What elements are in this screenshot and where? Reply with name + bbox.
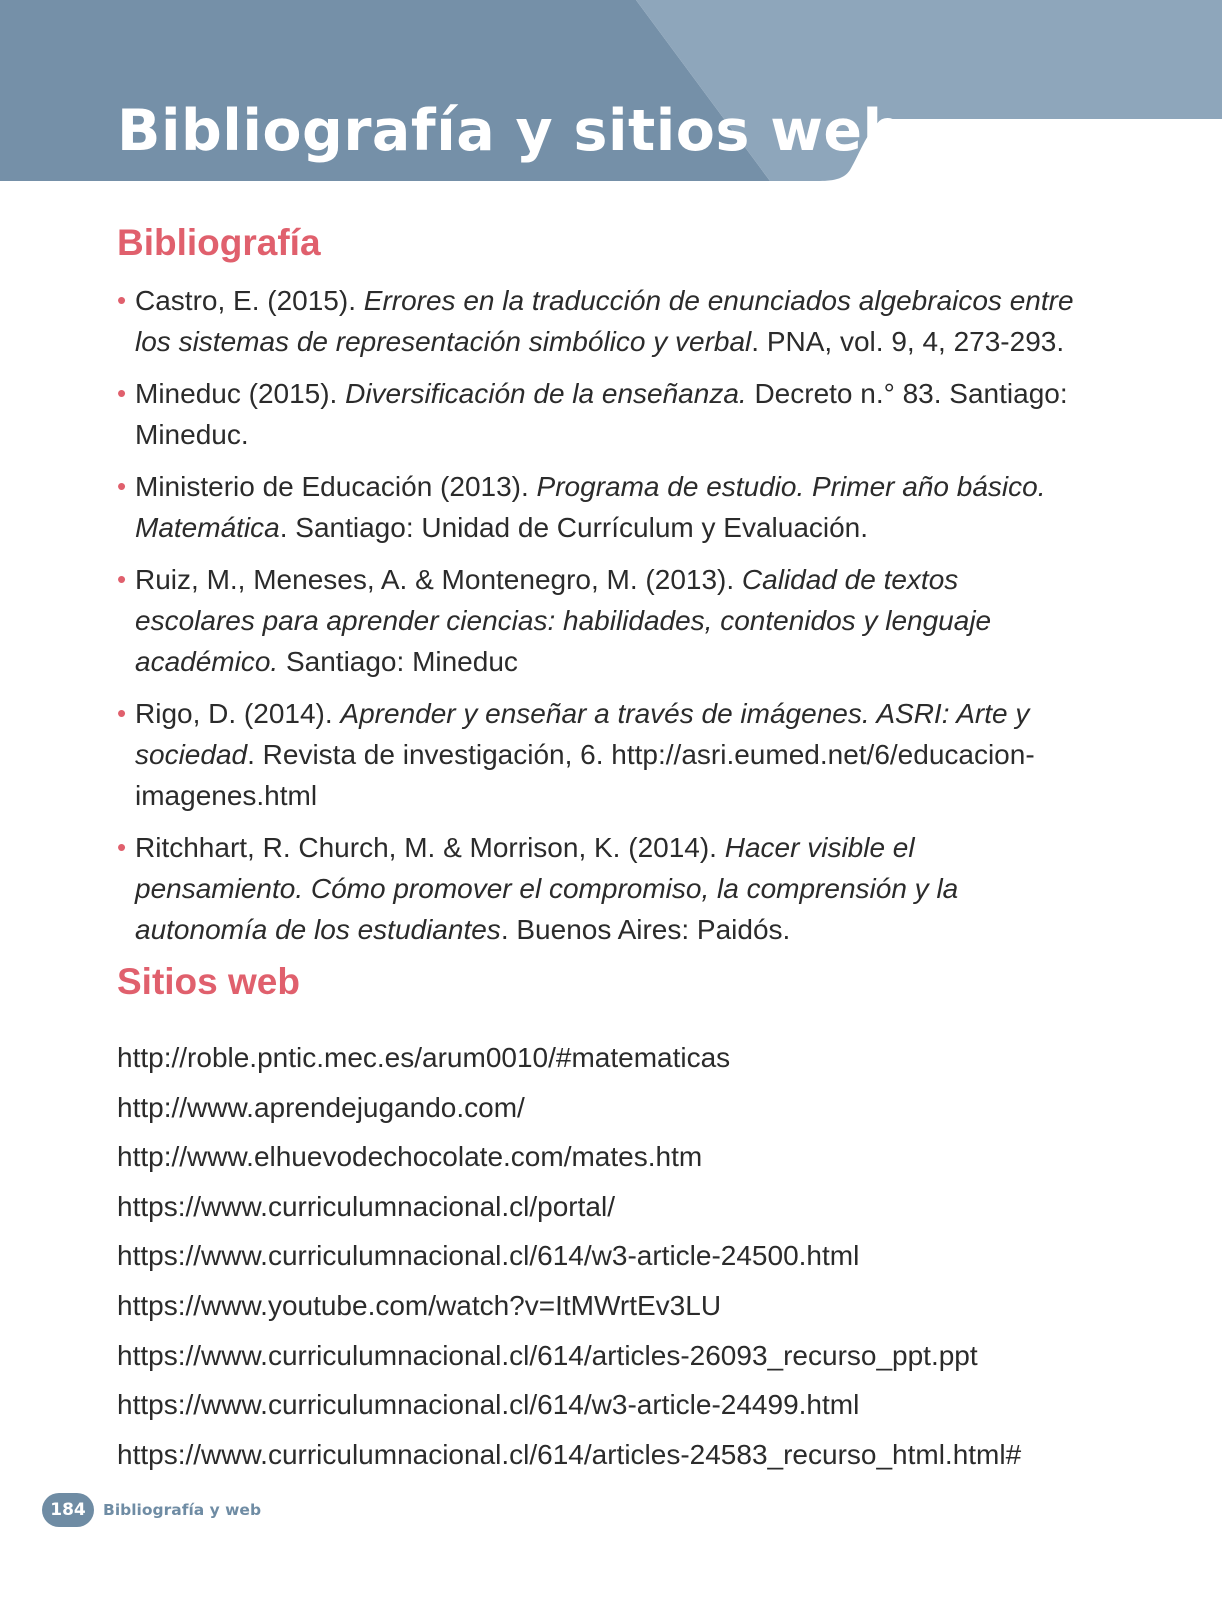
page-number-badge: 184 bbox=[42, 1493, 94, 1527]
entry-details: . Buenos Aires: Paidós. bbox=[500, 914, 791, 945]
bullet-icon: • bbox=[117, 832, 127, 862]
website-item bbox=[117, 1182, 1021, 1232]
website-link[interactable]: https://www.youtube.com/watch?v=ItMWrtEv3LU bbox=[117, 1289, 722, 1321]
bullet-icon: • bbox=[117, 378, 127, 408]
bibliography-heading: Bibliografía bbox=[117, 222, 321, 263]
website-item bbox=[117, 1430, 1021, 1480]
entry-title: Diversificación de la enseñanza. bbox=[345, 378, 747, 409]
bullet-icon: • bbox=[117, 285, 127, 315]
page-footer bbox=[42, 1493, 261, 1527]
entry-details: Decreto n.° 83. Santiago: Mineduc. bbox=[135, 378, 1068, 450]
bibliography-entry bbox=[117, 827, 1077, 950]
entry-authors: Mineduc (2015). bbox=[135, 378, 346, 409]
website-link[interactable]: https://www.curriculumnacional.cl/614/articles-24583_recurso_html.html# bbox=[117, 1438, 1022, 1470]
bullet-icon: • bbox=[117, 471, 127, 501]
website-item bbox=[117, 1331, 1021, 1381]
entry-details: . Revista de investigación, 6. http://asri.eumed.net/6/educacion-imagenes.html bbox=[135, 739, 1035, 811]
website-link[interactable]: https://www.curriculumnacional.cl/614/w3-article-24500.html bbox=[117, 1240, 860, 1272]
entry-authors: Castro, E. (2015). bbox=[135, 285, 364, 316]
website-item bbox=[117, 1281, 1021, 1331]
website-link[interactable]: http://roble.pntic.mec.es/arum0010/#matematicas bbox=[117, 1042, 731, 1073]
bibliography-entry bbox=[117, 693, 1077, 816]
bibliography-entry bbox=[117, 466, 1077, 548]
bibliography-list bbox=[117, 280, 1077, 961]
bibliography-entry bbox=[117, 373, 1077, 455]
entry-details: . PNA, vol. 9, 4, 273-293. bbox=[751, 326, 1065, 357]
entry-title: Aprender y enseñar a través de imágenes. ASRI: Arte y sociedad bbox=[135, 698, 1030, 770]
website-link[interactable]: https://www.curriculumnacional.cl/portal/ bbox=[117, 1190, 615, 1222]
bullet-icon: • bbox=[117, 698, 127, 728]
footer-section-label: Bibliografía y web bbox=[103, 1501, 262, 1519]
entry-details: Santiago: Mineduc bbox=[278, 646, 518, 677]
bibliography-entry bbox=[117, 280, 1077, 362]
bibliography-entry bbox=[117, 559, 1077, 682]
website-item bbox=[117, 1380, 1021, 1430]
entry-authors: Ruiz, M., Meneses, A. & Montenegro, M. (2013). bbox=[135, 564, 742, 595]
page-title: Bibliografía y sitios web bbox=[117, 98, 904, 164]
website-item bbox=[117, 1083, 1021, 1133]
entry-title: Programa de estudio. Primer año básico. Matemática bbox=[135, 471, 1046, 543]
entry-title: Hacer visible el pensamiento. Cómo promover el compromiso, la comprensión y la autonomía de los estudiantes bbox=[135, 832, 959, 945]
website-item bbox=[117, 1132, 1021, 1182]
website-link[interactable]: https://www.curriculumnacional.cl/614/articles-26093_recurso_ppt.ppt bbox=[117, 1339, 978, 1371]
entry-title: Calidad de textos escolares para aprender ciencias: habilidades, contenidos y lenguaje académico. bbox=[135, 564, 992, 677]
entry-authors: Ritchhart, R. Church, M. & Morrison, K. (2014). bbox=[135, 832, 725, 863]
entry-authors: Ministerio de Educación (2013). bbox=[135, 471, 537, 502]
website-link[interactable]: https://www.curriculumnacional.cl/614/w3-article-24499.html bbox=[117, 1389, 860, 1421]
entry-authors: Rigo, D. (2014). bbox=[135, 698, 341, 729]
bullet-icon: • bbox=[117, 564, 127, 594]
websites-list bbox=[117, 1033, 1021, 1479]
website-item bbox=[117, 1033, 1021, 1083]
entry-details: . Santiago: Unidad de Currículum y Evaluación. bbox=[279, 512, 869, 543]
entry-title: Errores en la traducción de enunciados algebraicos entre los sistemas de representación simbólico y verbal bbox=[135, 285, 1074, 357]
website-item bbox=[117, 1231, 1021, 1281]
website-link[interactable]: http://www.aprendejugando.com/ bbox=[117, 1091, 525, 1123]
website-link[interactable]: http://www.elhuevodechocolate.com/mates.htm bbox=[117, 1141, 703, 1173]
websites-heading: Sitios web bbox=[117, 961, 300, 1002]
